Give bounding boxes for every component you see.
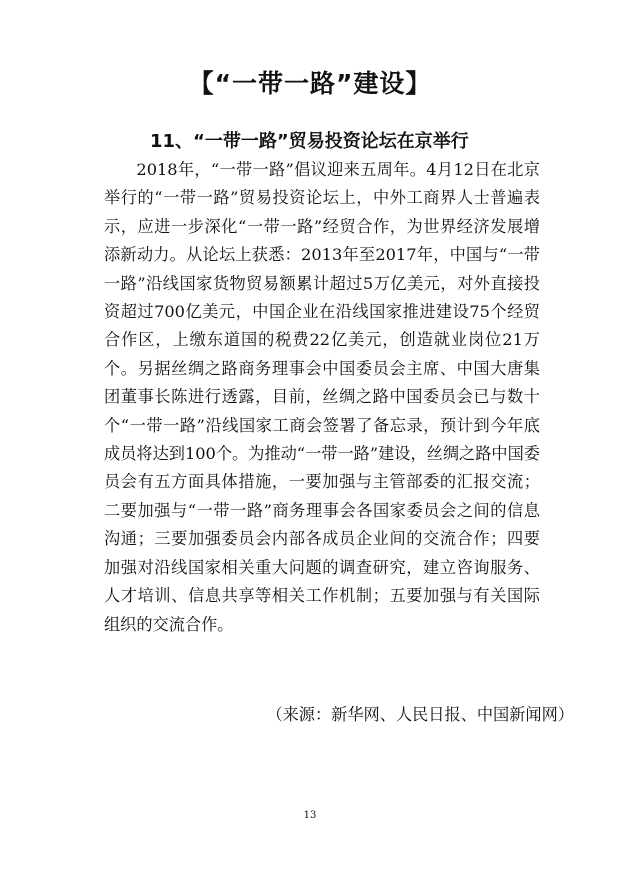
article-body: 2018年，“一带一路”倡议迎来五周年。4月12日在北京举行的“一带一路”贸易投资论坛上，中外工商界人士普遍表示，应进一步深化“一带一路”经贸合作，为世界经济发展增添新动力。从论坛上获悉：2013年至2017年，中国与“一带一路”沿线国家货物贸易额累计超过5万亿美元，对外直接投资超过700亿美元，中国企业在沿线国家推进建设75个经贸合作区，上缴东道国的税费22亿美元，创造就业岗位21万个。另据丝绸之路商务理事会中国委员会主席、中国大唐集团董事长陈进行透露，目前，丝绸之路中国委员会已与数十个“一带一路”沿线国家工商会签署了备忘录，预计到今年底成员将达到100个。为推动“一带一路”建设，丝绸之路中国委员会有五方面具体措施，一要加强与主管部委的汇报交流；二要加强与“一带一路”商务理事会各国家委员会之间的信息沟通；三要加强委员会内部各成员企业间的交流合作；四要加强对沿线国家相关重大问题的调查研究，建立咨询服务、人才培训、信息共享等相关工作机制；五要加强与有关国际组织的交流合作。 bbox=[104, 160, 540, 634]
section-title: 【“一带一路”建设】 bbox=[188, 69, 432, 98]
article-source: （来源：新华网、人民日报、中国新闻网） bbox=[266, 705, 574, 724]
article-title: 11、“一带一路”贸易投资论坛在京举行 bbox=[150, 131, 469, 152]
page-number: 13 bbox=[303, 810, 317, 821]
